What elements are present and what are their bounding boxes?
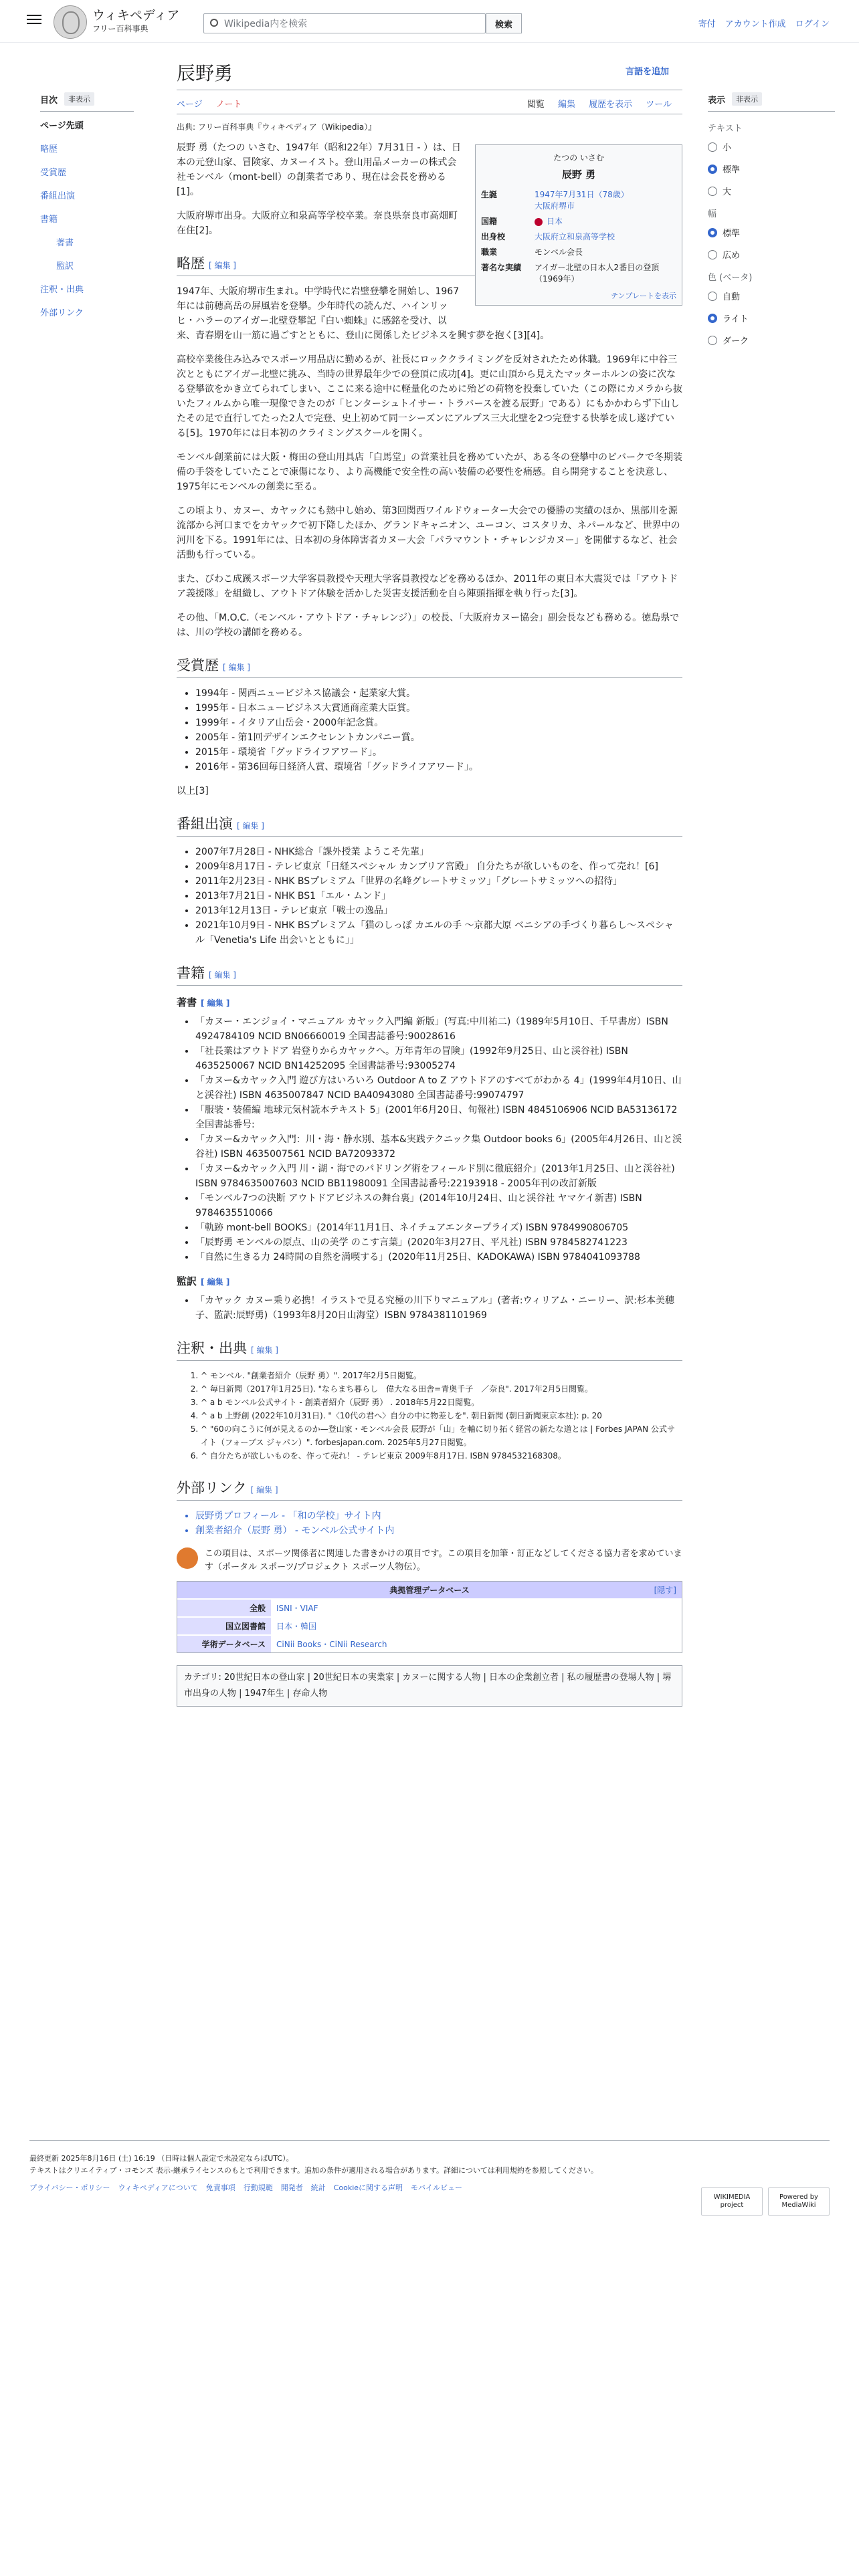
intro-paragraph: 辰野 勇（たつの いさむ、1947年（昭和22年）7月31日 - ）は、日本の元登山家、冒険家、カヌーイスト。登山用品メーカーの株式会社モンベル（mont-bell）の創業者であり、現在は会長を務める[1]。 (177, 142, 462, 197)
search-placeholder: Wikipedia内を検索 (224, 19, 308, 29)
footer-link[interactable]: ウィキペディアについて (118, 2183, 198, 2192)
appearance-sidebar (708, 92, 835, 356)
edit-link[interactable]: [ 編集 ] (223, 663, 250, 672)
tv-list (195, 845, 682, 948)
section-tv-heading: 番組出演 [ 編集 ] (177, 813, 682, 837)
infobox-kana: たつの いさむ (553, 153, 604, 163)
section-supervised-heading: 監訳 [ 編集 ] (177, 1275, 230, 1287)
infobox-row: 国籍 日本 (481, 217, 563, 226)
wikipedia-globe-icon (54, 5, 87, 39)
section-own-books-heading: 著書 [ 編集 ] (177, 996, 230, 1008)
career-paragraph: 1947年、大阪府堺市生まれ。中学時代に岩壁登攀を開始し、1967年には前穂高岳の屏風岩を登攀。少年時代の読んだ、ハインリッヒ・ハラーのアイガー北壁登攀記『白い蜘蛛』に感銘を受け、以来、青春期を山一筋に過ごすとともに、登山に関係したビジネスを興す夢を抱く[3][4]。 (177, 286, 550, 341)
list-item: • 「カヌー&カヤック入門：川・海・静水別、基本&実践テクニック集 Outdoor books 6」(2005年4月26日、山と渓谷社) ISBN 4635007561 NCID BA72093372 (195, 1132, 682, 1162)
infobox-row: 生誕 1947年7月31日（78歳） 大阪府堺市 (481, 190, 629, 211)
career-paragraph: 高校卒業後住み込みでスポーツ用品店に勤めるが、社長にロッククライミングを反対されたため休職。1969年に中谷三次とともにアイガー北壁に挑み、当時の世界最年少での登頂に成功[4]。更に山頂から見えたマッターホルンの姿に次なる登攀欲をかき立てられてしまい、ここに来る途中に軽量化のために殆どの荷物を投棄していた（この際にカメラから抜いたフィルムから唯一現像できたのが「ヒンターシュトイサー・トラバースを渡る辰野」である）にもかかわらず下山したその足で直行してたった2人で完登、史上初めて同一シーズンにアルプス三大北壁を2つ完登する快挙を成し遂げている[5]。1970年には日本初のクライミングスクールを開く。 (177, 354, 682, 439)
category-links[interactable]: カテゴリ: 20世紀日本の登山家 | 20世紀日本の実業家 | カヌーに関する人物 | 日本の企業創立者 | 私の履歴書の登場人物 | 堺市出身の人物 | 1947年生 | 存命人物 (177, 1665, 682, 1707)
wikimedia-badge[interactable]: WIKIMEDIA project (701, 2187, 763, 2216)
search-button[interactable]: 検索 (486, 13, 522, 33)
list-item: • 1994年 - 関西ニュービジネス協議会・起業家大賞。 (195, 686, 682, 701)
list-item: • 「カヌー・エンジョイ・マニュアル カヤック入門編 新版」(写真:中川祐二)（1989年5月10日、千早書房）ISBN 4924784109 NCID BN06660019 全国書誌番号:90028616 (195, 1014, 682, 1044)
toc-sidebar (40, 92, 134, 329)
intro-paragraph: 大阪府堺市出身。大阪府立和泉高等学校卒業。奈良県奈良市高畑町在住[2]。 (177, 211, 458, 236)
text-size-label: テキスト (708, 124, 743, 134)
authority-row: 国立図書館 日本・韓国 (177, 1616, 682, 1634)
external-link[interactable]: • 辰野勇プロフィール - 「和の学校」サイト内 (195, 1509, 682, 1523)
sports-stub-icon (177, 1547, 198, 1569)
page-footer (29, 2140, 830, 2209)
footer-link[interactable]: 行動規範 (243, 2183, 273, 2192)
width-standard[interactable]: 標準 (708, 226, 835, 239)
tab-tools[interactable]: ツール (646, 100, 672, 110)
stub-notice (177, 1547, 682, 1574)
tab-page[interactable]: ページ (177, 100, 203, 110)
width-wide[interactable]: 広め (708, 248, 835, 261)
toc-hide-button[interactable]: 非表示 (64, 92, 94, 106)
list-item: • 「カヌー&カヤック入門 川・湖・海でのパドリング術をフィールド別に徹底紹介」(2013年1月25日、山と渓谷社) ISBN 9784635007603 NCID BB11980091 全国書誌番号:22193918 - 2005年刊の改訂新版 (195, 1162, 682, 1191)
edit-link[interactable]: [ 編集 ] (201, 998, 230, 1008)
create-account-link[interactable]: アカウント作成 (725, 19, 786, 29)
own-books-list (195, 1014, 682, 1265)
awards-source: 以上[3] (177, 786, 209, 796)
authority-row: 学術データベース CiNii Books・CiNii Research (177, 1634, 682, 1652)
list-item: • 「社長業はアウトドア 岩登りからカヤックへ。万年青年の冒険」(1992年9月25日、山と渓谷社) ISBN 4635250067 NCID BN14252095 全国書誌番号:93005274 (195, 1044, 682, 1073)
edit-link[interactable]: [ 編集 ] (201, 1277, 230, 1287)
reference-item: 5. ^ "60の向こうに何が見えるのか—登山家・モンベル会長 辰野が「山」を軸に切り拓く経営の新たな道とは | Forbes JAPAN 公式サイト（フォーブス ジャパン）". forbesjapan.com. 2025年5月27日閲覧。 (201, 1422, 682, 1449)
page-tabs (177, 97, 682, 114)
supervised-list (195, 1293, 682, 1323)
list-item: • 2013年7月21日 - NHK BS1「エル・ムンド」 (195, 889, 682, 903)
list-item: • 2005年 - 第1回デザインエクセレントカンパニー賞。 (195, 730, 682, 745)
external-links-list (195, 1509, 682, 1538)
tab-talk[interactable]: ノート (215, 100, 242, 110)
tab-edit[interactable]: 編集 (557, 100, 575, 110)
toc-item-notes[interactable]: 注釈・出典 (40, 285, 84, 295)
toc-title: 目次 (40, 95, 58, 106)
site-name: ウィキペディア (92, 8, 180, 23)
list-item: • 「服装・装備編 地球元気村読本テキスト 5」(2001年6月20日、旬報社) ISBN 4845106906 NCID BA53136172 全国書誌番号: (195, 1103, 682, 1132)
from-line: 出典: フリー百科事典『ウィキペディア（Wikipedia）』 (177, 122, 377, 132)
career-paragraph: また、びわこ成蹊スポーツ大学客員教授や天理大学客員教授などを務めるほか、2011年の東日本大震災では「アウトドア義援隊」を組織し、アウトドア体験を活かした災害支援活動を自ら陣頭指揮を執り行った[3]。 (177, 574, 678, 599)
references-list (201, 1369, 682, 1463)
list-item: • 「辰野勇 モンベルの原点、山の美学 のこす言葉」(2020年3月27日、平凡社) ISBN 9784582741223 (195, 1235, 682, 1250)
list-item: • 「軌跡 mont-bell BOOKS」(2014年11月1日、ネイチュアエンタープライズ) ISBN 9784990806705 (195, 1220, 682, 1235)
tab-read[interactable]: 閲覧 (527, 100, 545, 110)
donate-link[interactable]: 寄付 (698, 19, 716, 29)
section-career-heading: 略歴 [ 編集 ] (177, 253, 682, 276)
list-item: • 「自然に生きる力 24時間の自然を満喫する」(2020年11月25日、KADOKAWA) ISBN 9784041093788 (195, 1250, 682, 1265)
appearance-title: 表示 (708, 95, 726, 106)
infobox-name: 辰野 勇 (561, 169, 596, 181)
page-title: 辰野勇 (177, 59, 682, 90)
stub-text: この項目は、スポーツ関係者に関連した書きかけの項目です。この項目を加筆・訂正などしてくださる協力者を求めています（ポータル スポーツ/プロジェクト スポーツ人物伝）。 (205, 1549, 682, 1572)
text-size-large[interactable]: 大 (708, 185, 835, 197)
toc-item-awards[interactable]: 受賞歴 (40, 168, 67, 178)
career-paragraph: この頃より、カヌー、カヤックにも熱中し始め、第3回関西ワイルドウォーター大会での優勝の実績のほか、黒部川を源流部から河口までをカヤックで初下降したほか、グランドキャニオン、ユーコン、コスタリカ、ネパールなど、世界中の河川を下る。1991年には、日本初の身体障害者カヌー大会「パラマウント・チャレンジカヌー」を開催するなど、社会活動も行っている。 (177, 506, 680, 560)
login-link[interactable]: ログイン (795, 19, 830, 29)
edit-link[interactable]: [ 編集 ] (209, 261, 236, 270)
external-link[interactable]: • 創業者紹介（辰野 勇） - モンベル公式サイト内 (195, 1523, 682, 1538)
article-content (177, 59, 682, 1707)
list-item: • 2021年10月9日 - NHK BSプレミアム「猫のしっぽ カエルの手 〜京都大原 ベニシアの手づくり暮らし〜スペシャル「Venetia's Life 出会いとともに」」 (195, 918, 682, 948)
appearance-hide-button[interactable]: 非表示 (732, 92, 762, 106)
site-logo[interactable] (54, 5, 179, 39)
footer-link[interactable]: 開発者 (280, 2183, 303, 2192)
tab-history[interactable]: 履歴を表示 (589, 100, 633, 110)
section-notes-heading: 注釈・出典 [ 編集 ] (177, 1337, 682, 1361)
edit-link[interactable]: [ 編集 ] (237, 821, 264, 831)
authority-hide-button[interactable]: [隠す] (654, 1586, 676, 1595)
reference-item: 2. ^ 毎日新聞（2017年1月25日). "ならまち暮らし 偉大なる田舎=青奥千子 ／奈良". 2017年2月5日閲覧。 (201, 1382, 682, 1396)
color-dark[interactable]: ダーク (708, 334, 835, 346)
list-item: • 2007年7月28日 - NHK総合「課外授業 ようこそ先輩」 (195, 845, 682, 859)
toc-item-own-books[interactable]: 著書 (56, 238, 74, 248)
site-header (0, 0, 859, 43)
edit-link[interactable]: [ 編集 ] (251, 1346, 278, 1355)
list-item: • 1995年 - 日本ニュービジネス大賞通商産業大臣賞。 (195, 701, 682, 716)
footer-link[interactable]: Cookieに関する声明 (333, 2183, 403, 2192)
footer-link[interactable]: プライバシー・ポリシー (29, 2183, 110, 2192)
search-input[interactable] (203, 13, 486, 33)
reference-item: 1. ^ モンベル. "創業者紹介（辰野 勇）". 2017年2月5日閲覧。 (201, 1369, 682, 1382)
list-item: • 「モンベル7つの決断 アウトドアビジネスの舞台裏」(2014年10月24日、山と渓谷社 ヤマケイ新書) ISBN 9784635510066 (195, 1191, 682, 1220)
section-awards-heading: 受賞歴 [ 編集 ] (177, 655, 682, 678)
reference-item: 3. ^ a b モンベル公式サイト - 創業者紹介（辰野 勇） . 2018年5月22日閲覧。 (201, 1396, 682, 1409)
toc-item-career[interactable]: 略歴 (40, 144, 58, 154)
main-menu-icon[interactable] (27, 12, 41, 27)
toc-item-supervised[interactable]: 監訳 (56, 261, 74, 272)
text-size-small[interactable]: 小 (708, 140, 835, 153)
last-updated: 最終更新 2025年8月16日 (土) 16:19 （日時は個人設定で未設定ならばUTC）。 (29, 2154, 294, 2163)
text-size-standard[interactable]: 標準 (708, 163, 835, 175)
color-light[interactable]: ライト (708, 312, 835, 324)
site-tagline: フリー百科事典 (92, 24, 149, 33)
japan-flag-icon (535, 218, 543, 226)
infobox (475, 144, 682, 306)
list-item: • 2015年 - 環境省「グッドライフアワード」。 (195, 745, 682, 760)
career-paragraph: モンベル創業前には大阪・梅田の登山用具店「白馬堂」の営業社員を務めていたが、ある冬の登攀中のビバークで冬期装備の手袋をしていたことで凍傷になり、より高機能で安全性の高い装備の必要性を痛感。自ら開発することを決意し、1975年にモンベルの創業に至る。 (177, 452, 682, 492)
mediawiki-badge[interactable]: Powered by MediaWiki (768, 2187, 830, 2216)
list-item: • 2013年12月13日 - テレビ東京「戦士の逸品」 (195, 903, 682, 918)
list-item: • 「カヌー&カヤック入門 遊び方はいろいろ Outdoor A to Z アウトドアのすべてがわかる 4」(1999年4月10日、山と渓谷社) ISBN 4635007847 NCID BA40943080 全国書誌番号:99074797 (195, 1073, 682, 1103)
section-books-heading: 書籍 [ 編集 ] (177, 962, 682, 986)
infobox-row: 出身校 大阪府立和泉高等学校 (481, 232, 615, 241)
authority-control (177, 1581, 682, 1653)
reference-item: 6. ^ 自分たちが欲しいものを、作って売れ！ - テレビ東京 2009年8月17日. ISBN 9784532168308。 (201, 1449, 682, 1463)
awards-list (195, 686, 682, 774)
list-item: • 1999年 - イタリア山岳会・2000年記念賞。 (195, 716, 682, 730)
add-language-button[interactable]: 言語を追加 (625, 67, 669, 77)
infobox-row: 著名な実績 アイガー北壁の日本人2番目の登頂（1969年） (481, 263, 660, 284)
edit-link[interactable]: [ 編集 ] (250, 1485, 278, 1495)
template-link[interactable]: テンプレートを表示 (610, 292, 676, 300)
list-item: • 2011年2月23日 - NHK BSプレミアム「世界の名峰グレートサミッツ」「グレートサミッツへの招待」 (195, 874, 682, 889)
career-paragraph: その他、「M.O.C.（モンベル・アウトドア・チャレンジ）」の校長、「大阪府カヌー協会」副会長なども務める。徳島県では、川の学校の講師を務める。 (177, 613, 680, 638)
authority-title: 典拠管理データベース (389, 1586, 470, 1595)
list-item: • 2009年8月17日 - テレビ東京「日経スペシャル カンブリア宮殿」 自分たちが欲しいものを、作って売れ！[6] (195, 859, 682, 874)
toc-item-books[interactable]: 書籍 (40, 215, 58, 225)
authority-row: 全般 ISNI・VIAF (177, 1598, 682, 1616)
color-auto[interactable]: 自動 (708, 290, 835, 302)
search-icon (210, 19, 218, 27)
toc-item-external[interactable]: 外部リンク (40, 308, 84, 318)
footer-link[interactable]: 統計 (310, 2183, 326, 2192)
edit-link[interactable]: [ 編集 ] (209, 970, 236, 980)
section-external-heading: 外部リンク [ 編集 ] (177, 1477, 682, 1501)
footer-link[interactable]: 免責事項 (205, 2183, 235, 2192)
infobox-row: 職業 モンベル会長 (481, 247, 583, 257)
toc-item-top[interactable]: ページ先頭 (40, 121, 84, 131)
license-text: テキストはクリエイティブ・コモンズ 表示-継承ライセンスのもとで利用できます。追加の条件が適用される場合があります。詳細については利用規約を参照してください。 (29, 2166, 598, 2175)
reference-item: 4. ^ a b 上野創 (2022年10月31日). "〈10代の君へ〉自分の中に物差しを". 朝日新聞 (朝日新聞東京本社): p. 20 (201, 1409, 682, 1422)
list-item: • 「カヤック カヌー乗り必携！イラストで見る究極の川下りマニュアル」(著者:ウィリアム・ニーリー、訳:杉本美穂子、監訳:辰野勇)（1993年8月20日山海堂）ISBN 9784381101969 (195, 1293, 682, 1323)
toc-item-tv[interactable]: 番組出演 (40, 191, 76, 201)
color-label: 色 (ベータ) (708, 273, 753, 283)
list-item: • 2016年 - 第36回毎日経済人賞、環境省「グッドライフアワード」。 (195, 760, 682, 774)
footer-link[interactable]: モバイルビュー (411, 2183, 463, 2192)
width-label: 幅 (708, 209, 717, 219)
